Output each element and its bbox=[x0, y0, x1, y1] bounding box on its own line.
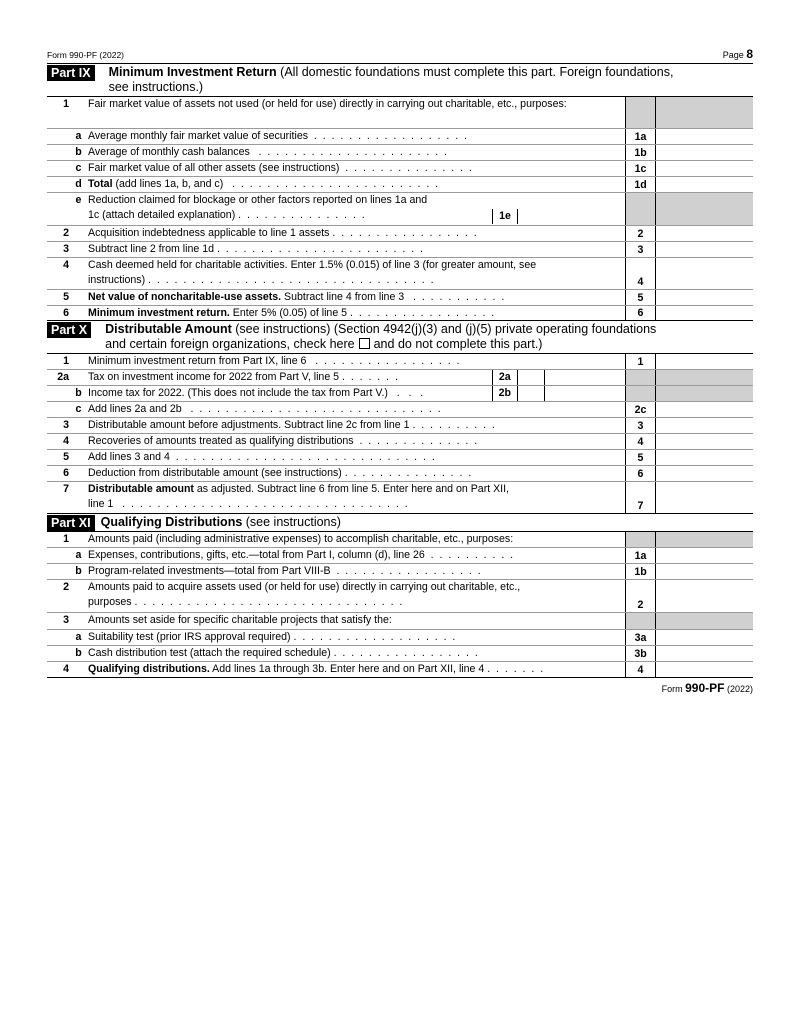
page-number: 8 bbox=[746, 47, 753, 61]
form-page bbox=[47, 47, 753, 695]
part-xi-line-3: 3 Amounts set aside for specific charitable projects that satisfy the: bbox=[47, 613, 753, 630]
part-xi-line-3b: b Cash distribution test (attach the required schedule) . . . . . . . . . . . . . . . . . 3b bbox=[47, 646, 753, 662]
part-ix-title: Minimum Investment Return (All domestic foundations must complete this part. Foreign foundations, see instructions.) bbox=[108, 65, 674, 94]
amount-5[interactable] bbox=[655, 290, 753, 305]
part-ix-line-1c: c Fair market value of all other assets (see instructions) . . . . . . . . . . . . . . . 1c bbox=[47, 161, 753, 177]
part-x-line-3: 3 Distributable amount before adjustments. Subtract line 2c from line 1 . . . . . . . . . . 3 bbox=[47, 418, 753, 434]
part-ix-line-1: 1 Fair market value of assets not used (or held for use) directly in carrying out charitable, etc., purposes: bbox=[47, 97, 753, 129]
xi-amount-3a[interactable] bbox=[655, 630, 753, 645]
part-ix-line-2: 2 Acquisition indebtedness applicable to line 1 assets . . . . . . . . . . . . . . . . . 2 bbox=[47, 226, 753, 242]
amount-4[interactable] bbox=[655, 258, 753, 289]
x-amount-2c[interactable] bbox=[655, 402, 753, 417]
part-xi-title: Qualifying Distributions (see instructions) bbox=[100, 515, 341, 529]
line-2a-box[interactable]: 2a bbox=[492, 370, 545, 385]
part-ix-line-5: 5 Net value of noncharitable-use assets. Subtract line 4 from line 3 . . . . . . . . . . . 5 bbox=[47, 290, 753, 306]
part-x-title: Distributable Amount (see instructions) (Section 4942(j)(3) and (j)(5) private operating foundations and certain foreign organizations, check here and do not complete this part.) bbox=[105, 322, 657, 351]
part-ix-line-1e: e Reduction claimed for blockage or other factors reported on lines 1a and 1c (attach detailed explanation) . . . . . . . . . . . . . . . 1e bbox=[47, 193, 753, 226]
page-header bbox=[47, 47, 753, 64]
x-amount-3[interactable] bbox=[655, 418, 753, 433]
line-2b-box[interactable]: 2b bbox=[492, 386, 545, 401]
part-ix-line-1a: a Average monthly fair market value of securities . . . . . . . . . . . . . . . . . . 1a bbox=[47, 129, 753, 145]
amount-1a[interactable] bbox=[655, 129, 753, 144]
xi-amount-4[interactable] bbox=[655, 662, 753, 677]
footer-form-name: 990-PF bbox=[685, 681, 725, 695]
part-ix-header bbox=[47, 64, 753, 97]
part-x-tag: Part X bbox=[47, 322, 91, 338]
page-number-label: Page 8 bbox=[722, 47, 753, 61]
xi-amount-2[interactable] bbox=[655, 580, 753, 612]
part-x-line-7: 7 Distributable amount as adjusted. Subtract line 6 from line 5. Enter here and on Part XII, line 1 . . . . . . . . . . . . . . . . . . . . . . . . . . . . . . . . . 7 bbox=[47, 482, 753, 514]
part-x-line-4: 4 Recoveries of amounts treated as qualifying distributions . . . . . . . . . . . . . . 4 bbox=[47, 434, 753, 450]
part-x-line-5: 5 Add lines 3 and 4 . . . . . . . . . . . . . . . . . . . . . . . . . . . . . . 5 bbox=[47, 450, 753, 466]
part-xi-line-1b: b Program-related investments—total from Part VIII-B . . . . . . . . . . . . . . . . . 1b bbox=[47, 564, 753, 580]
part-ix-line-6: 6 Minimum investment return. Enter 5% (0.05) of line 5 . . . . . . . . . . . . . . . . . 6 bbox=[47, 306, 753, 321]
amount-3[interactable] bbox=[655, 242, 753, 257]
part-xi-line-1: 1 Amounts paid (including administrative expenses) to accomplish charitable, etc., purposes: bbox=[47, 532, 753, 548]
amount-6[interactable] bbox=[655, 306, 753, 320]
part-xi-header bbox=[47, 514, 753, 532]
part-ix-line-1d: d Total (add lines 1a, b, and c) . . . . . . . . . . . . . . . . . . . . . . . . 1d bbox=[47, 177, 753, 193]
xi-amount-1a[interactable] bbox=[655, 548, 753, 563]
part-x-line-1: 1 Minimum investment return from Part IX, line 6 . . . . . . . . . . . . . . . . . 1 bbox=[47, 354, 753, 370]
amount-1c[interactable] bbox=[655, 161, 753, 176]
part-xi-line-4: 4 Qualifying distributions. Add lines 1a through 3b. Enter here and on Part XII, line 4 . . . . . . . 4 bbox=[47, 662, 753, 678]
x-amount-4[interactable] bbox=[655, 434, 753, 449]
part-x-line-2c: c Add lines 2a and 2b . . . . . . . . . . . . . . . . . . . . . . . . . . . . . 2c bbox=[47, 402, 753, 418]
page-footer: Form 990-PF (2022) bbox=[661, 681, 753, 695]
amount-1d[interactable] bbox=[655, 177, 753, 192]
line-1e-box[interactable]: 1e bbox=[492, 209, 526, 224]
part-x-header bbox=[47, 321, 753, 354]
x-amount-5[interactable] bbox=[655, 450, 753, 465]
xi-amount-3b[interactable] bbox=[655, 646, 753, 661]
operating-foundation-checkbox[interactable] bbox=[359, 338, 370, 349]
part-xi-line-3a: a Suitability test (prior IRS approval required) . . . . . . . . . . . . . . . . . . . 3a bbox=[47, 630, 753, 646]
form-id: Form 990-PF (2022) bbox=[47, 50, 124, 60]
part-xi-line-2: 2 Amounts paid to acquire assets used (or held for use) directly in carrying out charitable, etc., purposes . . . . . . . . . . . . . . . . . . . . . . . . . . . . . . . 2 bbox=[47, 580, 753, 613]
x-amount-7[interactable] bbox=[655, 482, 753, 513]
part-ix-line-3: 3 Subtract line 2 from line 1d . . . . . . . . . . . . . . . . . . . . . . . . 3 bbox=[47, 242, 753, 258]
xi-amount-1b[interactable] bbox=[655, 564, 753, 579]
part-ix-line-4: 4 Cash deemed held for charitable activities. Enter 1.5% (0.015) of line 3 (for greater amount, see instructions) . . . . . . . . . . . . . . . . . . . . . . . . . . . . . . . . . 4 bbox=[47, 258, 753, 290]
part-x-line-6: 6 Deduction from distributable amount (see instructions) . . . . . . . . . . . . . . . 6 bbox=[47, 466, 753, 482]
part-x-line-2b: b Income tax for 2022. (This does not include the tax from Part V.) . . . 2b bbox=[47, 386, 753, 402]
part-xi-line-1a: a Expenses, contributions, gifts, etc.—total from Part I, column (d), line 26 . . . . . . . . . . 1a bbox=[47, 548, 753, 564]
amount-2[interactable] bbox=[655, 226, 753, 241]
part-ix-tag: Part IX bbox=[47, 65, 95, 81]
line-text: Fair market value of assets not used (or held for use) directly in carrying out charitable, etc., purposes: bbox=[88, 98, 567, 110]
part-x-line-2a: 2a Tax on investment income for 2022 from Part V, line 5 . . . . . . . 2a bbox=[47, 370, 753, 386]
x-amount-6[interactable] bbox=[655, 466, 753, 481]
x-amount-1[interactable] bbox=[655, 354, 753, 369]
amount-1b[interactable] bbox=[655, 145, 753, 160]
part-ix-line-1b: b Average of monthly cash balances . . . . . . . . . . . . . . . . . . . . . . 1b bbox=[47, 145, 753, 161]
part-xi-tag: Part XI bbox=[47, 515, 95, 531]
